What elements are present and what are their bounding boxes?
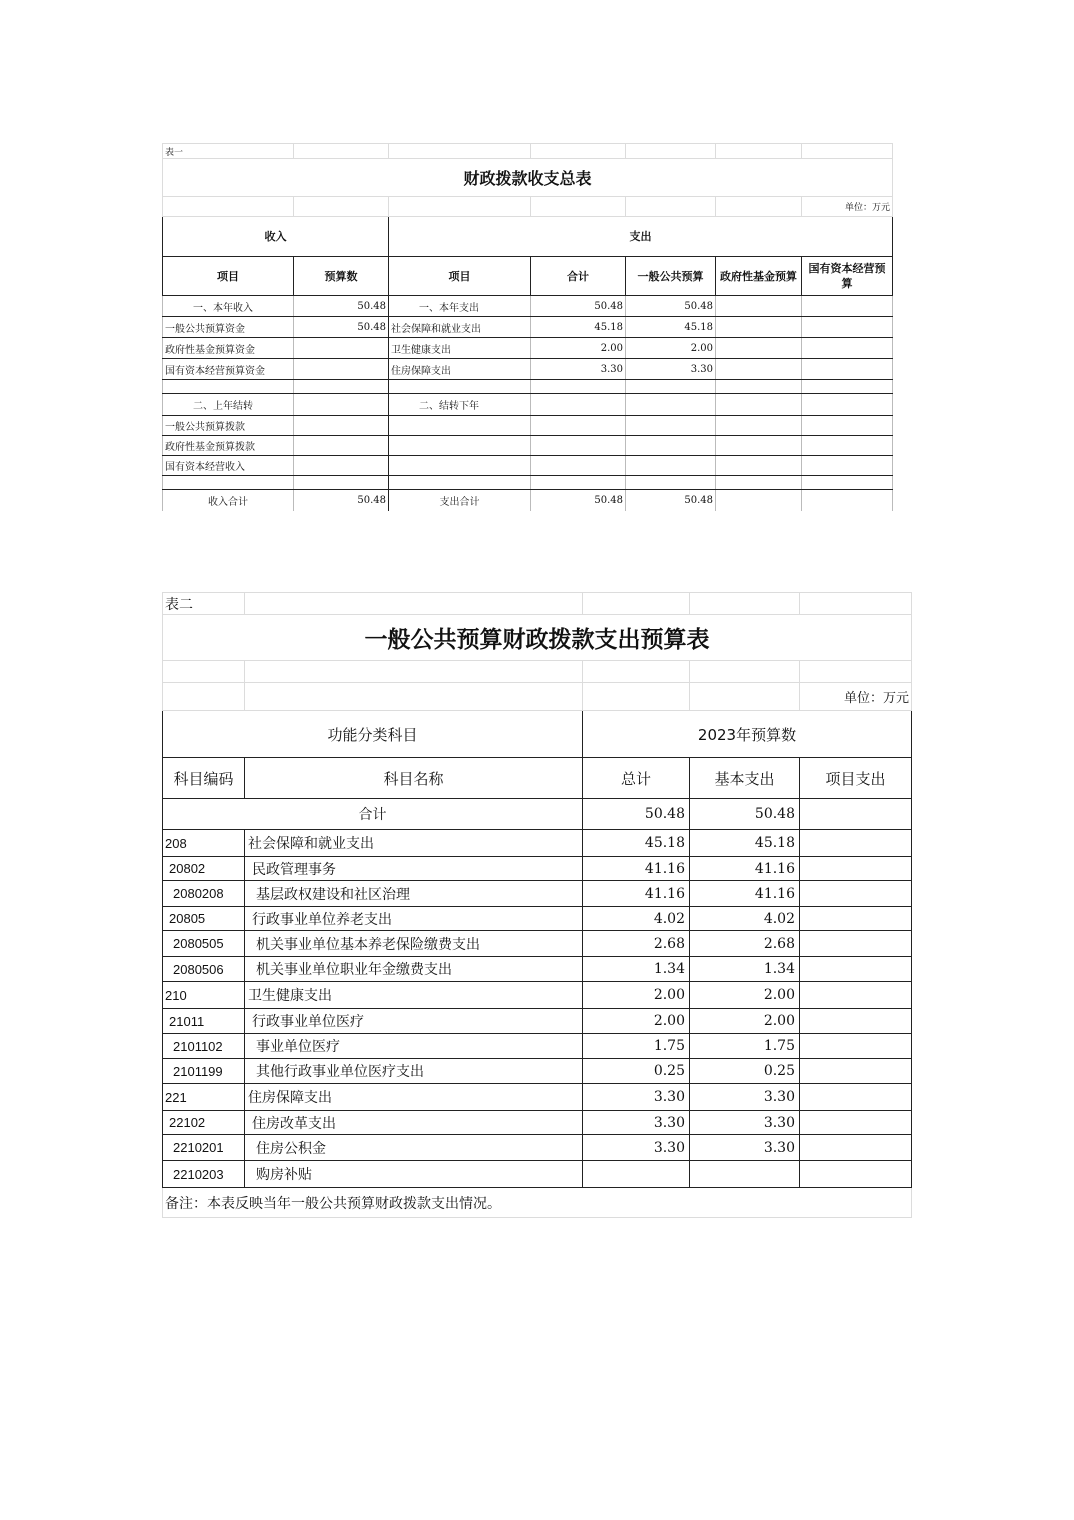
general-budget-value: 45.18 bbox=[626, 317, 716, 338]
capital-budget-value bbox=[802, 296, 893, 317]
general-budget-value bbox=[626, 476, 716, 490]
expense-item: 支出合计 bbox=[389, 490, 531, 511]
fund-budget-value bbox=[716, 394, 802, 416]
basic-value: 3.30 bbox=[690, 1135, 800, 1161]
expense-item: 卫生健康支出 bbox=[389, 338, 531, 359]
total-value bbox=[531, 380, 626, 394]
income-item: 一般公共预算拨款 bbox=[163, 416, 294, 436]
table-row bbox=[163, 1111, 912, 1135]
project-value bbox=[800, 1059, 912, 1084]
table-row bbox=[163, 881, 912, 907]
table-row bbox=[163, 1034, 912, 1059]
subject-name: 行政事业单位养老支出 bbox=[245, 907, 583, 931]
table-row bbox=[163, 907, 912, 931]
income-header: 收入 bbox=[163, 217, 389, 257]
total-value: 3.30 bbox=[531, 359, 626, 380]
income-item: 政府性基金预算资金 bbox=[163, 338, 294, 359]
general-budget-value: 2.00 bbox=[626, 338, 716, 359]
total-value: 50.48 bbox=[531, 490, 626, 511]
fund-budget-value bbox=[716, 416, 802, 436]
subject-name: 民政管理事务 bbox=[245, 857, 583, 881]
capital-budget-value bbox=[802, 359, 893, 380]
col-header: 项目 bbox=[163, 257, 294, 296]
expense-header: 支出 bbox=[389, 217, 893, 257]
expense-item bbox=[389, 476, 531, 490]
subject-code: 20802 bbox=[163, 857, 245, 881]
unit-label: 单位：万元 bbox=[802, 197, 893, 217]
table-label: 表二 bbox=[163, 593, 245, 615]
capital-budget-value bbox=[802, 490, 893, 511]
total-value: 3.30 bbox=[583, 1084, 690, 1111]
fund-budget-value bbox=[716, 436, 802, 456]
expense-item: 社会保障和就业支出 bbox=[389, 317, 531, 338]
subject-code: 20805 bbox=[163, 907, 245, 931]
total-value: 50.48 bbox=[583, 799, 690, 830]
total-value bbox=[531, 476, 626, 490]
table-row bbox=[163, 1135, 912, 1161]
income-item: 一、本年收入 bbox=[163, 296, 294, 317]
general-budget-value bbox=[626, 436, 716, 456]
project-value bbox=[800, 830, 912, 857]
expense-item bbox=[389, 456, 531, 476]
fund-budget-value bbox=[716, 359, 802, 380]
unit-label: 单位：万元 bbox=[800, 683, 912, 711]
income-amount bbox=[294, 394, 389, 416]
total-row bbox=[163, 799, 912, 830]
table-row bbox=[163, 317, 893, 338]
capital-budget-value bbox=[802, 416, 893, 436]
general-budget-value bbox=[626, 416, 716, 436]
basic-value: 2.68 bbox=[690, 931, 800, 957]
total-value: 0.25 bbox=[583, 1059, 690, 1084]
income-item: 国有资本经营预算资金 bbox=[163, 359, 294, 380]
table-row bbox=[163, 359, 893, 380]
basic-value: 2.00 bbox=[690, 982, 800, 1009]
subject-code: 2080208 bbox=[163, 881, 245, 907]
col-header: 一般公共预算 bbox=[626, 257, 716, 296]
table-row bbox=[163, 1084, 912, 1111]
basic-value: 2.00 bbox=[690, 1009, 800, 1034]
table-row bbox=[163, 476, 893, 490]
total-value: 4.02 bbox=[583, 907, 690, 931]
table-row bbox=[163, 490, 893, 511]
income-item: 国有资本经营收入 bbox=[163, 456, 294, 476]
col-header: 预算数 bbox=[294, 257, 389, 296]
income-amount bbox=[294, 338, 389, 359]
table-row bbox=[163, 931, 912, 957]
subject-code: 2101102 bbox=[163, 1034, 245, 1059]
table-row bbox=[163, 296, 893, 317]
subject-code: 2080505 bbox=[163, 931, 245, 957]
capital-budget-value bbox=[802, 338, 893, 359]
table-title: 一般公共预算财政拨款支出预算表 bbox=[163, 615, 912, 661]
project-value bbox=[800, 957, 912, 982]
col-header: 总计 bbox=[583, 758, 690, 799]
capital-budget-value bbox=[802, 317, 893, 338]
basic-value: 41.16 bbox=[690, 881, 800, 907]
income-amount bbox=[294, 416, 389, 436]
total-value bbox=[531, 416, 626, 436]
general-budget-value: 3.30 bbox=[626, 359, 716, 380]
project-value bbox=[800, 1161, 912, 1188]
fund-budget-value bbox=[716, 296, 802, 317]
table-row bbox=[163, 456, 893, 476]
project-value bbox=[800, 799, 912, 830]
expense-item bbox=[389, 416, 531, 436]
project-value bbox=[800, 1009, 912, 1034]
subject-name: 事业单位医疗 bbox=[245, 1034, 583, 1059]
income-amount bbox=[294, 380, 389, 394]
income-item bbox=[163, 380, 294, 394]
project-value bbox=[800, 857, 912, 881]
basic-value: 3.30 bbox=[690, 1111, 800, 1135]
col-header: 项目 bbox=[389, 257, 531, 296]
fund-budget-value bbox=[716, 338, 802, 359]
subject-name: 基层政权建设和社区治理 bbox=[245, 881, 583, 907]
subject-code: 2080506 bbox=[163, 957, 245, 982]
general-budget-value bbox=[626, 394, 716, 416]
general-budget-value: 50.48 bbox=[626, 296, 716, 317]
income-item: 收入合计 bbox=[163, 490, 294, 511]
total-value: 1.34 bbox=[583, 957, 690, 982]
table-row bbox=[163, 1009, 912, 1034]
subject-code: 210 bbox=[163, 982, 245, 1009]
fund-budget-value bbox=[716, 456, 802, 476]
capital-budget-value bbox=[802, 436, 893, 456]
expense-item bbox=[389, 436, 531, 456]
fund-budget-value bbox=[716, 380, 802, 394]
fund-budget-value bbox=[716, 317, 802, 338]
expense-item bbox=[389, 380, 531, 394]
expenditure-table bbox=[162, 592, 912, 1218]
total-value: 50.48 bbox=[531, 296, 626, 317]
total-value bbox=[531, 436, 626, 456]
table-row bbox=[163, 380, 893, 394]
capital-budget-value bbox=[802, 380, 893, 394]
subject-name: 住房改革支出 bbox=[245, 1111, 583, 1135]
project-value bbox=[800, 1034, 912, 1059]
total-value: 2.68 bbox=[583, 931, 690, 957]
col-header: 科目名称 bbox=[245, 758, 583, 799]
expense-item: 二、结转下年 bbox=[389, 394, 531, 416]
total-value: 2.00 bbox=[583, 982, 690, 1009]
income-amount bbox=[294, 359, 389, 380]
income-amount bbox=[294, 456, 389, 476]
table-label: 表一 bbox=[163, 144, 294, 159]
col-header: 科目编码 bbox=[163, 758, 245, 799]
subject-name: 住房公积金 bbox=[245, 1135, 583, 1161]
table-row bbox=[163, 338, 893, 359]
total-label: 合计 bbox=[163, 799, 583, 830]
income-amount: 50.48 bbox=[294, 317, 389, 338]
table-row bbox=[163, 416, 893, 436]
table-title: 财政拨款收支总表 bbox=[163, 159, 893, 197]
income-amount: 50.48 bbox=[294, 296, 389, 317]
income-item: 二、上年结转 bbox=[163, 394, 294, 416]
table-row bbox=[163, 982, 912, 1009]
subject-code: 22102 bbox=[163, 1111, 245, 1135]
project-value bbox=[800, 1135, 912, 1161]
basic-value bbox=[690, 1161, 800, 1188]
income-amount bbox=[294, 436, 389, 456]
subject-code: 21011 bbox=[163, 1009, 245, 1034]
project-value bbox=[800, 1084, 912, 1111]
summary-table bbox=[162, 143, 893, 511]
income-item bbox=[163, 476, 294, 490]
total-value: 3.30 bbox=[583, 1111, 690, 1135]
year-budget-header: 2023年预算数 bbox=[583, 711, 912, 758]
col-header: 国有资本经营预算 bbox=[802, 257, 893, 296]
col-header: 政府性基金预算 bbox=[716, 257, 802, 296]
income-item: 一般公共预算资金 bbox=[163, 317, 294, 338]
basic-value: 50.48 bbox=[690, 799, 800, 830]
expense-item: 住房保障支出 bbox=[389, 359, 531, 380]
project-value bbox=[800, 931, 912, 957]
subject-code: 208 bbox=[163, 830, 245, 857]
basic-value: 1.75 bbox=[690, 1034, 800, 1059]
income-amount bbox=[294, 476, 389, 490]
income-item: 政府性基金预算拨款 bbox=[163, 436, 294, 456]
project-value bbox=[800, 1111, 912, 1135]
basic-value: 3.30 bbox=[690, 1084, 800, 1111]
capital-budget-value bbox=[802, 394, 893, 416]
expense-item: 一、本年支出 bbox=[389, 296, 531, 317]
total-value: 1.75 bbox=[583, 1034, 690, 1059]
table-row bbox=[163, 1161, 912, 1188]
total-value: 2.00 bbox=[583, 1009, 690, 1034]
general-budget-value bbox=[626, 456, 716, 476]
subject-name: 社会保障和就业支出 bbox=[245, 830, 583, 857]
general-budget-value bbox=[626, 380, 716, 394]
table-row bbox=[163, 436, 893, 456]
total-value: 3.30 bbox=[583, 1135, 690, 1161]
total-value: 45.18 bbox=[531, 317, 626, 338]
basic-value: 0.25 bbox=[690, 1059, 800, 1084]
project-value bbox=[800, 907, 912, 931]
basic-value: 41.16 bbox=[690, 857, 800, 881]
total-value: 2.00 bbox=[531, 338, 626, 359]
basic-value: 1.34 bbox=[690, 957, 800, 982]
total-value: 45.18 bbox=[583, 830, 690, 857]
subject-name: 购房补贴 bbox=[245, 1161, 583, 1188]
subject-name: 住房保障支出 bbox=[245, 1084, 583, 1111]
subject-code: 2101199 bbox=[163, 1059, 245, 1084]
capital-budget-value bbox=[802, 456, 893, 476]
col-header: 项目支出 bbox=[800, 758, 912, 799]
general-budget-value: 50.48 bbox=[626, 490, 716, 511]
table-row bbox=[163, 857, 912, 881]
table-row bbox=[163, 394, 893, 416]
subject-name: 机关事业单位基本养老保险缴费支出 bbox=[245, 931, 583, 957]
subject-code: 2210203 bbox=[163, 1161, 245, 1188]
table-row bbox=[163, 830, 912, 857]
basic-value: 4.02 bbox=[690, 907, 800, 931]
subject-code: 2210201 bbox=[163, 1135, 245, 1161]
subject-name: 机关事业单位职业年金缴费支出 bbox=[245, 957, 583, 982]
total-value bbox=[583, 1161, 690, 1188]
total-value bbox=[531, 394, 626, 416]
col-header: 基本支出 bbox=[690, 758, 800, 799]
capital-budget-value bbox=[802, 476, 893, 490]
subject-name: 卫生健康支出 bbox=[245, 982, 583, 1009]
subject-name: 其他行政事业单位医疗支出 bbox=[245, 1059, 583, 1084]
total-value: 41.16 bbox=[583, 881, 690, 907]
fund-budget-value bbox=[716, 490, 802, 511]
project-value bbox=[800, 982, 912, 1009]
table-row bbox=[163, 1059, 912, 1084]
table-row bbox=[163, 957, 912, 982]
project-value bbox=[800, 881, 912, 907]
table-note: 备注：本表反映当年一般公共预算财政拨款支出情况。 bbox=[163, 1188, 912, 1218]
total-value bbox=[531, 456, 626, 476]
function-class-header: 功能分类科目 bbox=[163, 711, 583, 758]
subject-code: 221 bbox=[163, 1084, 245, 1111]
fund-budget-value bbox=[716, 476, 802, 490]
total-value: 41.16 bbox=[583, 857, 690, 881]
col-header: 合计 bbox=[531, 257, 626, 296]
basic-value: 45.18 bbox=[690, 830, 800, 857]
subject-name: 行政事业单位医疗 bbox=[245, 1009, 583, 1034]
income-amount: 50.48 bbox=[294, 490, 389, 511]
